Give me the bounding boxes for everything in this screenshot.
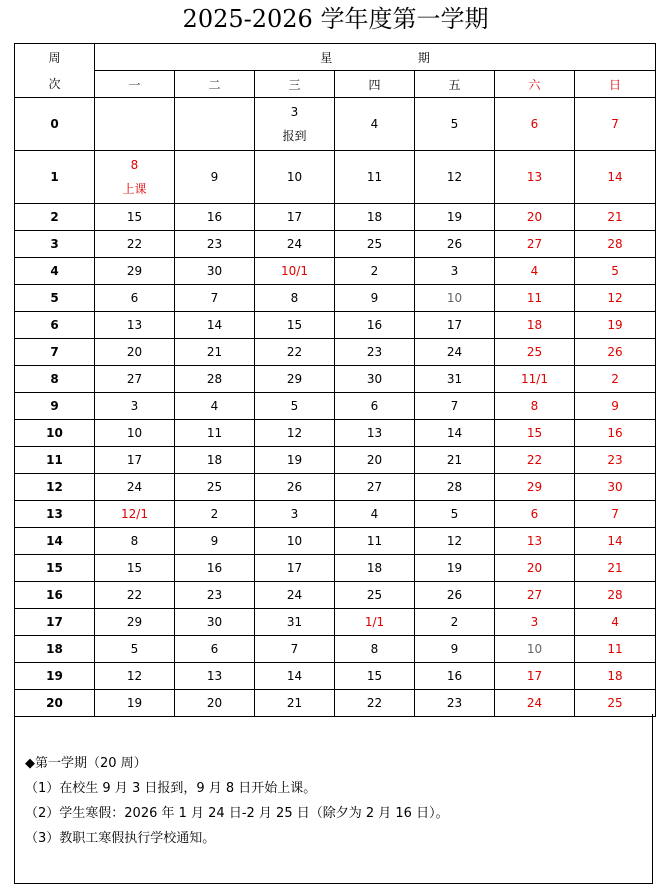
date-cell: 19 [415, 555, 495, 582]
date-cell: 30 [175, 258, 255, 285]
date-cell: 14 [175, 312, 255, 339]
date-cell: 14 [415, 420, 495, 447]
day-header-tue: 二 [175, 71, 255, 98]
date-cell: 4 [335, 98, 415, 151]
weekday-group-header [95, 44, 656, 71]
date-cell: 30 [575, 474, 656, 501]
date-cell: 12 [415, 528, 495, 555]
date-cell: 17 [255, 204, 335, 231]
week-number: 12 [15, 474, 95, 501]
date-cell: 11/1 [495, 366, 575, 393]
date-cell: 11 [335, 528, 415, 555]
date-cell: 15 [335, 663, 415, 690]
date-cell: 9 [575, 393, 656, 420]
date-cell: 14 [255, 663, 335, 690]
date-cell: 20 [95, 339, 175, 366]
date-cell: 10 [255, 151, 335, 204]
date-cell: 29 [95, 609, 175, 636]
date-cell: 22 [95, 231, 175, 258]
date-cell: 25 [335, 231, 415, 258]
date-number: 8 [130, 158, 139, 172]
date-cell: 10 [495, 636, 575, 663]
week-number: 9 [15, 393, 95, 420]
date-cell: 24 [255, 231, 335, 258]
date-cell: 19 [415, 204, 495, 231]
date-cell: 31 [415, 366, 495, 393]
date-cell: 17 [495, 663, 575, 690]
date-cell: 3 [255, 501, 335, 528]
note-item: （2）学生寒假：2026 年 1 月 24 日-2 月 25 日（除夕为 2 月 16 日）。 [25, 806, 449, 821]
day-header-sat: 六 [495, 71, 575, 98]
date-cell: 16 [175, 204, 255, 231]
date-cell: 15 [95, 204, 175, 231]
date-cell: 29 [495, 474, 575, 501]
table-row [15, 636, 656, 663]
date-cell [255, 98, 335, 151]
week-number: 3 [15, 231, 95, 258]
table-row [15, 447, 656, 474]
date-cell: 30 [335, 366, 415, 393]
date-cell: 21 [255, 690, 335, 717]
table-row [15, 393, 656, 420]
table-row [15, 366, 656, 393]
date-cell: 7 [575, 98, 656, 151]
date-cell: 21 [575, 204, 656, 231]
table-row [15, 231, 656, 258]
day-header-fri: 五 [415, 71, 495, 98]
date-cell [175, 98, 255, 151]
date-cell: 26 [415, 231, 495, 258]
date-cell: 28 [415, 474, 495, 501]
date-cell: 14 [575, 151, 656, 204]
week-number: 15 [15, 555, 95, 582]
date-cell: 23 [175, 582, 255, 609]
date-cell: 12 [415, 151, 495, 204]
date-cell: 20 [495, 204, 575, 231]
week-number: 2 [15, 204, 95, 231]
date-cell: 5 [575, 258, 656, 285]
date-cell: 31 [255, 609, 335, 636]
date-cell: 22 [335, 690, 415, 717]
week-number: 4 [15, 258, 95, 285]
date-cell: 16 [335, 312, 415, 339]
date-cell: 19 [575, 312, 656, 339]
date-cell: 15 [255, 312, 335, 339]
date-cell: 16 [175, 555, 255, 582]
date-cell: 6 [95, 285, 175, 312]
date-cell: 20 [335, 447, 415, 474]
day-header-sun: 日 [575, 71, 656, 98]
date-cell: 13 [495, 528, 575, 555]
date-cell: 7 [175, 285, 255, 312]
date-cell: 7 [575, 501, 656, 528]
table-row [15, 420, 656, 447]
date-cell: 18 [335, 555, 415, 582]
date-cell [95, 98, 175, 151]
date-cell: 26 [255, 474, 335, 501]
date-cell: 10/1 [255, 258, 335, 285]
week-number: 19 [15, 663, 95, 690]
table-row [15, 663, 656, 690]
date-cell: 13 [495, 151, 575, 204]
date-cell: 11 [495, 285, 575, 312]
date-cell: 14 [575, 528, 656, 555]
date-cell: 13 [95, 312, 175, 339]
date-cell: 6 [495, 501, 575, 528]
week-number: 20 [15, 690, 95, 717]
week-number: 10 [15, 420, 95, 447]
date-cell: 8 [495, 393, 575, 420]
date-cell: 23 [335, 339, 415, 366]
date-cell [95, 151, 175, 204]
date-cell: 24 [415, 339, 495, 366]
date-cell: 2 [175, 501, 255, 528]
note-item: （3）教职工寒假执行学校通知。 [25, 831, 216, 846]
date-cell: 17 [95, 447, 175, 474]
weekday-group-label-1: 星 [320, 50, 333, 65]
date-cell: 10 [255, 528, 335, 555]
date-cell: 6 [495, 98, 575, 151]
week-number: 1 [15, 151, 95, 204]
date-cell: 5 [255, 393, 335, 420]
date-cell: 22 [255, 339, 335, 366]
date-cell: 24 [495, 690, 575, 717]
date-cell: 20 [495, 555, 575, 582]
week-number: 16 [15, 582, 95, 609]
date-cell: 23 [175, 231, 255, 258]
date-cell: 24 [255, 582, 335, 609]
date-cell: 12 [575, 285, 656, 312]
date-note: 报到 [282, 129, 307, 143]
date-cell: 15 [495, 420, 575, 447]
date-cell: 11 [175, 420, 255, 447]
date-cell: 5 [415, 98, 495, 151]
date-cell: 4 [495, 258, 575, 285]
date-cell: 17 [415, 312, 495, 339]
table-row [15, 312, 656, 339]
date-number: 3 [290, 105, 299, 119]
week-number-header: 周 次 [15, 44, 95, 98]
date-cell: 28 [175, 366, 255, 393]
date-cell: 5 [415, 501, 495, 528]
date-cell: 13 [335, 420, 415, 447]
date-cell: 27 [95, 366, 175, 393]
week-number: 14 [15, 528, 95, 555]
week-number: 5 [15, 285, 95, 312]
calendar-body [15, 98, 656, 717]
date-cell: 18 [335, 204, 415, 231]
date-cell: 11 [575, 636, 656, 663]
table-row [15, 609, 656, 636]
date-cell: 22 [495, 447, 575, 474]
week-number: 18 [15, 636, 95, 663]
date-cell: 8 [95, 528, 175, 555]
date-cell: 28 [575, 231, 656, 258]
date-cell: 19 [255, 447, 335, 474]
week-number: 13 [15, 501, 95, 528]
date-cell: 8 [255, 285, 335, 312]
note-heading: ◆第一学期（20 周） [25, 756, 147, 771]
weekday-group-label-2: 期 [417, 50, 430, 65]
date-cell: 7 [255, 636, 335, 663]
date-cell: 26 [575, 339, 656, 366]
date-cell: 23 [575, 447, 656, 474]
date-cell: 18 [495, 312, 575, 339]
date-cell: 21 [575, 555, 656, 582]
table-row [15, 501, 656, 528]
date-cell: 9 [415, 636, 495, 663]
date-cell: 4 [175, 393, 255, 420]
calendar-table [14, 43, 656, 717]
date-cell: 9 [335, 285, 415, 312]
week-number: 8 [15, 366, 95, 393]
date-cell: 12 [95, 663, 175, 690]
date-cell: 18 [175, 447, 255, 474]
date-cell: 22 [95, 582, 175, 609]
date-cell: 6 [335, 393, 415, 420]
date-cell: 18 [575, 663, 656, 690]
date-cell: 28 [575, 582, 656, 609]
week-number: 6 [15, 312, 95, 339]
date-cell: 10 [415, 285, 495, 312]
date-cell: 23 [415, 690, 495, 717]
date-note: 上课 [122, 182, 147, 196]
date-cell: 25 [335, 582, 415, 609]
date-cell: 25 [575, 690, 656, 717]
table-row [15, 151, 656, 204]
date-cell: 2 [335, 258, 415, 285]
date-cell: 11 [335, 151, 415, 204]
date-cell: 2 [415, 609, 495, 636]
date-cell: 9 [175, 528, 255, 555]
date-cell: 16 [575, 420, 656, 447]
date-cell: 29 [95, 258, 175, 285]
date-cell: 10 [95, 420, 175, 447]
week-number: 0 [15, 98, 95, 151]
page-title: 2025-2026 学年度第一学期 [182, 5, 489, 33]
table-row [15, 204, 656, 231]
date-cell: 8 [335, 636, 415, 663]
date-cell: 15 [95, 555, 175, 582]
date-cell: 3 [415, 258, 495, 285]
date-cell: 27 [335, 474, 415, 501]
day-header-wed: 三 [255, 71, 335, 98]
date-cell: 29 [255, 366, 335, 393]
date-cell: 17 [255, 555, 335, 582]
date-cell: 6 [175, 636, 255, 663]
table-row [15, 339, 656, 366]
date-cell: 1/1 [335, 609, 415, 636]
date-cell: 3 [495, 609, 575, 636]
date-cell: 12/1 [95, 501, 175, 528]
table-row [15, 285, 656, 312]
notes-box [14, 714, 653, 884]
table-row [15, 555, 656, 582]
date-cell: 19 [95, 690, 175, 717]
date-cell: 9 [175, 151, 255, 204]
date-cell: 24 [95, 474, 175, 501]
date-cell: 4 [575, 609, 656, 636]
table-row [15, 690, 656, 717]
date-cell: 27 [495, 231, 575, 258]
date-cell: 21 [175, 339, 255, 366]
date-cell: 26 [415, 582, 495, 609]
table-row [15, 528, 656, 555]
week-number: 7 [15, 339, 95, 366]
date-cell: 30 [175, 609, 255, 636]
date-cell: 21 [415, 447, 495, 474]
date-cell: 5 [95, 636, 175, 663]
date-cell: 12 [255, 420, 335, 447]
table-row [15, 582, 656, 609]
note-item: （1）在校生 9 月 3 日报到，9 月 8 日开始上课。 [25, 781, 317, 796]
date-cell: 7 [415, 393, 495, 420]
table-row [15, 98, 656, 151]
date-cell: 2 [575, 366, 656, 393]
date-cell: 25 [495, 339, 575, 366]
day-header-mon: 一 [95, 71, 175, 98]
table-row [15, 258, 656, 285]
table-row [15, 474, 656, 501]
date-cell: 16 [415, 663, 495, 690]
date-cell: 25 [175, 474, 255, 501]
date-cell: 4 [335, 501, 415, 528]
day-header-thu: 四 [335, 71, 415, 98]
date-cell: 20 [175, 690, 255, 717]
date-cell: 27 [495, 582, 575, 609]
date-cell: 13 [175, 663, 255, 690]
week-number: 11 [15, 447, 95, 474]
week-number: 17 [15, 609, 95, 636]
date-cell: 3 [95, 393, 175, 420]
